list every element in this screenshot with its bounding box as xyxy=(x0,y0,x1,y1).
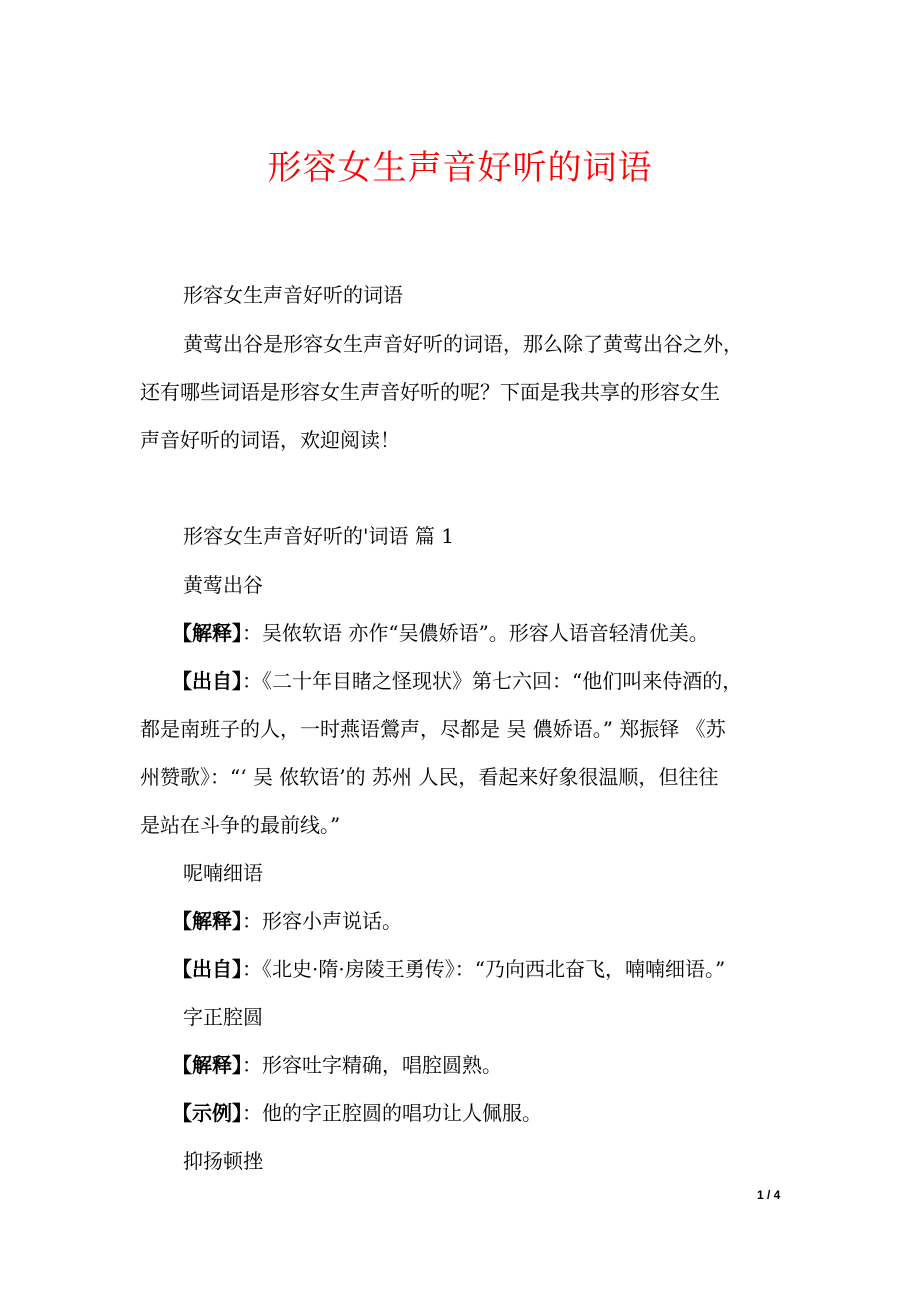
section-heading: 形容女生声音好听的'词语 篇 1 xyxy=(183,524,454,548)
source-line: 都是南班子的人，一时燕语鶯声，尽都是 吴 儂娇语。” 郑振铎 《苏 xyxy=(140,717,726,741)
document-title: 形容女生声音好听的词语 xyxy=(267,148,653,188)
example-label: 【示例】 xyxy=(172,1101,242,1125)
explain-label: 【解释】 xyxy=(172,1053,242,1077)
source-text: ：《北史·隋·房陵王勇传》：“乃向西北奋飞，喃喃细语。” xyxy=(242,957,726,981)
source-text: ：《二十年目睹之怪现状》第七六回：“他们叫来侍酒的， xyxy=(242,669,743,693)
term-heading: 黄莺出谷 xyxy=(183,573,263,597)
explain-label: 【解释】 xyxy=(172,909,242,933)
source-line xyxy=(172,667,742,695)
example-line xyxy=(172,1099,542,1127)
intro-paragraph-line: 声音好听的词语，欢迎阅读！ xyxy=(140,428,400,452)
intro-heading: 形容女生声音好听的词语 xyxy=(183,283,403,307)
source-label: 【出自】 xyxy=(172,957,242,981)
explanation-line xyxy=(172,619,709,647)
term-heading: 呢喃细语 xyxy=(183,861,263,885)
explain-text: ：形容吐字精确，唱腔圆熟。 xyxy=(242,1053,502,1077)
explanation-line xyxy=(172,1051,502,1079)
explain-label: 【解释】 xyxy=(172,621,242,645)
example-text: ：他的字正腔圆的唱功让人佩服。 xyxy=(242,1101,542,1125)
source-line xyxy=(172,955,725,983)
term-heading: 字正腔圆 xyxy=(183,1005,263,1029)
source-line: 州赞歌》：“‘ 吴 侬软语’的 苏州 人民，看起来好象很温顺，但往往 xyxy=(140,765,719,789)
source-line: 是站在斗争的最前线。” xyxy=(140,813,341,837)
page-indicator: 1 / 4 xyxy=(757,1188,781,1202)
term-heading: 抑扬顿挫 xyxy=(183,1149,263,1173)
explain-text: ：吴侬软语 亦作“吴儂娇语”。形容人语音轻清优美。 xyxy=(242,621,709,645)
intro-paragraph-line: 黄莺出谷是形容女生声音好听的词语，那么除了黄莺出谷之外， xyxy=(183,332,743,356)
explanation-line xyxy=(172,907,402,935)
source-label: 【出自】 xyxy=(172,669,242,693)
explain-text: ：形容小声说话。 xyxy=(242,909,402,933)
intro-paragraph-line: 还有哪些词语是形容女生声音好听的呢？下面是我共享的形容女生 xyxy=(140,380,720,404)
